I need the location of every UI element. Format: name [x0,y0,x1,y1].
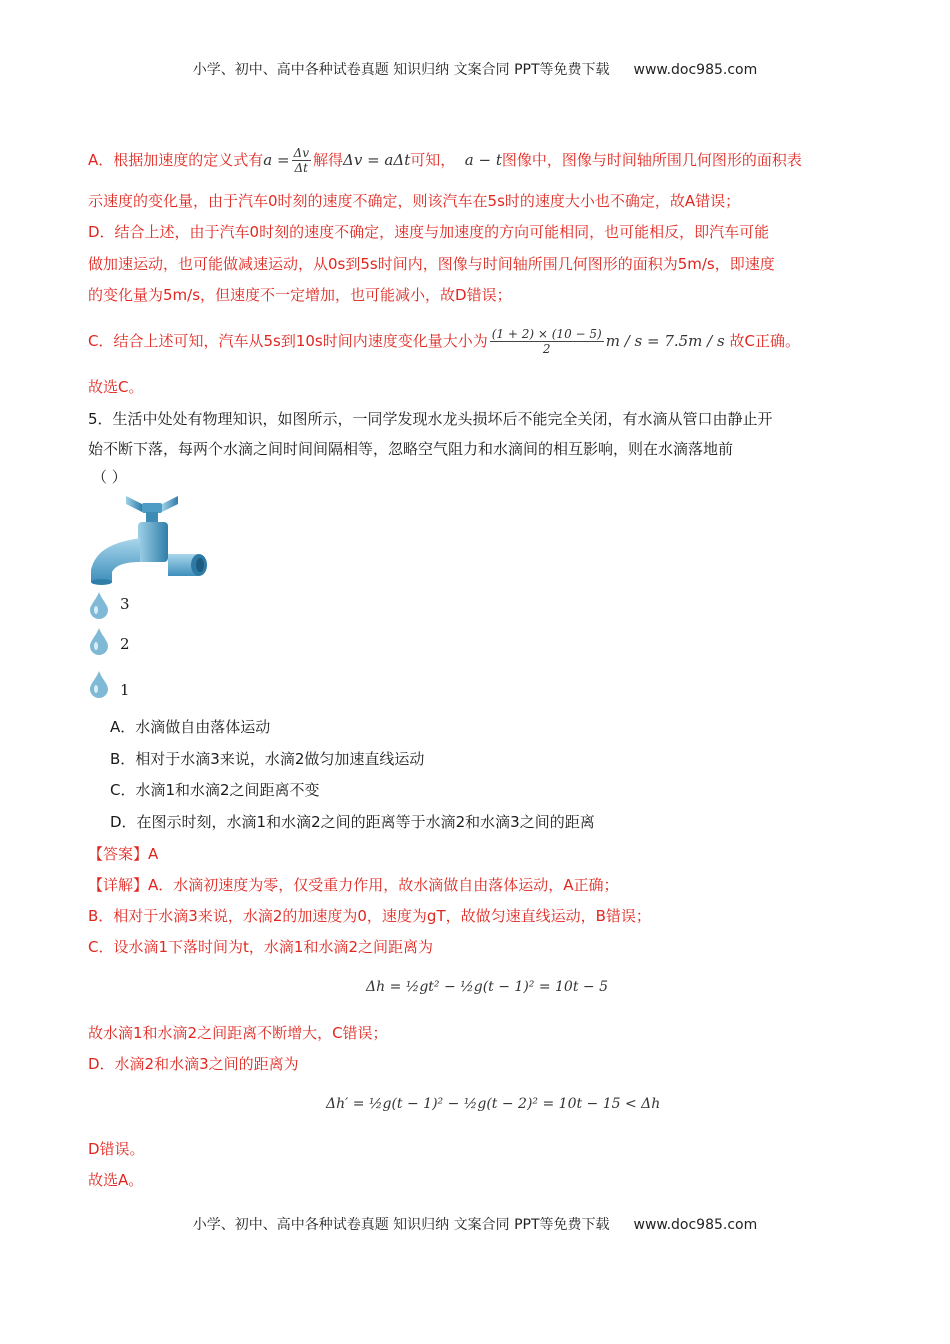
detail-d2: D错误。 [88,1140,145,1158]
accel-fraction [292,146,311,175]
faucet-icon [86,490,216,595]
detail-b: B．相对于水滴3来说，水滴2的加速度为0，速度为gT，故做匀速直线运动，B错误； [88,907,651,925]
header-text: 小学、初中、高中各种试卷真题 知识归纳 文案合同 PPT等免费下载 [192,62,610,78]
explain-c-pre: C．结合上述可知，汽车从5s到10s时间内速度变化量大小为 [88,332,488,350]
page-header [0,59,950,79]
prev-choose: 故选C。 [88,378,144,396]
option-b: B．相对于水滴3来说，水滴2做匀加速直线运动 [110,750,425,768]
option-d: D．在图示时刻，水滴1和水滴2之间的距离等于水滴2和水滴3之间的距离 [110,813,595,831]
drop-label-3: 3 [120,595,130,613]
explain-d-line2: 做加速运动，也可能做减速运动，从0s到5s时间内，图像与时间轴所围几何图形的面积为5m/s，即速度 [88,255,775,273]
explain-a-line1 [88,146,868,175]
explain-a-mid2: 可知， [410,151,456,169]
detail-d: D．水滴2和水滴3之间的距离为 [88,1055,299,1073]
q5-answer-paren: （ ） [92,468,127,486]
answer-line: 【答案】A [88,845,159,863]
drop-label-2: 2 [120,635,130,653]
q5-choose: 故选A。 [88,1171,144,1189]
explain-a-post: 图像中，图像与时间轴所围几何图形的面积表 [501,151,802,169]
water-drop-icon [88,670,110,698]
detail-a: 【详解】A．水滴初速度为零，仅受重力作用，故水滴做自由落体运动，A正确； [88,876,619,894]
a-t-label: a − t [464,151,502,169]
explain-a-line2: 示速度的变化量，由于汽车0时刻的速度不确定，则该汽车在5s时的速度大小也不确定，故A错误； [88,192,741,210]
q5-stem-line1: 5．生活中处处有物理知识，如图所示，一同学发现水龙头损坏后不能完全关闭，有水滴从管口由静止开 [88,410,773,428]
accel-frac-den: Δt [294,161,309,175]
vc-frac-den: 2 [542,342,551,356]
water-drop-icon [88,627,110,655]
q5-stem-line2: 始不断下落，每两个水滴之间时间间隔相等，忽略空气阻力和水滴间的相互影响，则在水滴落地前 [88,440,734,458]
footer-text: 小学、初中、高中各种试卷真题 知识归纳 文案合同 PPT等免费下载 [192,1217,610,1233]
option-a: A．水滴做自由落体运动 [110,718,271,736]
explain-a-pre: A．根据加速度的定义式有 [88,151,264,169]
explain-d-line3: 的变化量为5m/s，但速度不一定增加，也可能减小，故D错误； [88,286,512,304]
explain-a-mid: 解得 [313,151,344,169]
equation-delta-h-prime: Δh′ = ½g(t − 1)² − ½g(t − 2)² = 10t − 15 < Δh [326,1096,661,1112]
accel-lhs: a = [263,151,290,169]
explain-c-post: 故C正确。 [729,332,800,350]
accel-frac-num: Δv [293,146,309,160]
water-drop-icon [88,591,110,619]
detail-c2: 故水滴1和水滴2之间距离不断增大，C错误； [88,1024,388,1042]
explain-c-line [88,327,868,356]
detail-c: C．设水滴1下落时间为t，水滴1和水滴2之间距离为 [88,938,433,956]
delta-v-eq: Δv = aΔt [343,151,411,169]
footer-site-link[interactable]: www.doc985.com [633,1217,758,1233]
velocity-change-result: m / s = 7.5m / s [605,332,725,350]
drop-label-1: 1 [120,681,130,699]
explain-d-line1: D．结合上述，由于汽车0时刻的速度不确定，速度与加速度的方向可能相同，也可能相反，即汽车可能 [88,223,770,241]
velocity-change-fraction [490,327,604,356]
equation-delta-h: Δh = ½gt² − ½g(t − 1)² = 10t − 5 [366,979,608,995]
vc-frac-num: (1 + 2) × (10 − 5) [491,327,602,341]
page-footer [0,1214,950,1234]
header-site-link[interactable]: www.doc985.com [633,62,758,78]
option-c: C．水滴1和水滴2之间距离不变 [110,781,320,799]
